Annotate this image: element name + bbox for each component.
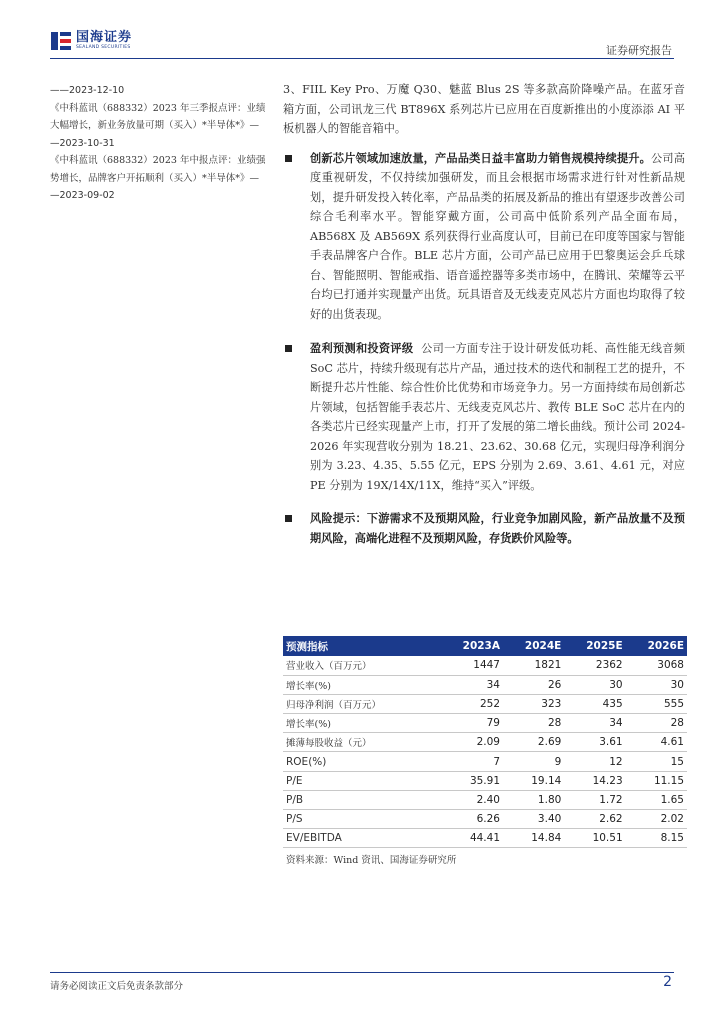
table-cell: 555 (626, 694, 687, 713)
row-label: 增长率(%) (283, 675, 440, 694)
related-report-line: 势增长，品牌客户开拓顺利（买入）*半导体*》— (50, 172, 260, 184)
bullet-innovation (283, 149, 685, 325)
table-cell: 79 (440, 714, 503, 733)
table-cell: 14.23 (564, 771, 625, 790)
table-cell: 1447 (440, 656, 503, 675)
row-label: 归母净利润（百万元） (283, 694, 440, 713)
table-cell: 14.84 (503, 829, 564, 848)
related-reports (50, 82, 272, 205)
intro-paragraph: 3、FIIL Key Pro、万魔 Q30、魅蓝 Blus 2S 等多款高阶降噪产品。在蓝牙音箱方面，公司讯龙三代 BT896X 系列芯片已应用在百度新推出的小度添添 AI 平板机器人的智能音箱中。 (283, 83, 685, 135)
bullet-square-icon (285, 515, 292, 522)
row-label: 摊薄每股收益（元） (283, 733, 440, 752)
row-label: 营业收入（百万元） (283, 656, 440, 675)
table-header-row (283, 636, 687, 656)
forecast-heading: 盈利预测和投资评级 (310, 341, 414, 355)
logo-name-en: SEALAND SECURITIES (76, 45, 131, 50)
forecast-text: 公司一方面专注于设计研发低功耗、高性能无线音频 SoC 芯片，持续升级现有芯片产品，通过技术的迭代和制程工艺的提升，不断提升芯片性能、综合性价比优势和市场竞争力。另一方面持续布局创新芯片领域，包括智能手表芯片、无线麦克风芯片、教传 BLE SoC 芯片在内的各类芯片已经实现量产上市，打开了发展的第二增长曲线。预计公司 2024-2026 年实现营收分别为 18.21、23.62、30.68 亿元，实现归母净利润分别为 3.23、4.35、5.55 亿元，EPS 分别为 2.69、3.61、4.61 元，对应 PE 分别为 19X/14X/11X，维持“买入”评级。 (310, 342, 685, 492)
table-cell: 1.72 (564, 790, 625, 809)
table-row (283, 675, 687, 694)
related-report-line: 《中科蓝讯（688332）2023 年三季报点评：业绩 (50, 102, 266, 114)
table-header-cell: 2025E (564, 636, 625, 656)
page-number: 2 (663, 974, 672, 990)
table-row (283, 810, 687, 829)
table-cell: 44.41 (440, 829, 503, 848)
table-cell: 34 (440, 675, 503, 694)
table-cell: 15 (626, 752, 687, 771)
sealand-logo-icon (50, 30, 72, 52)
table-cell: 323 (503, 694, 564, 713)
table-cell: 19.14 (503, 771, 564, 790)
table-cell: 1.80 (503, 790, 564, 809)
table-row (283, 694, 687, 713)
table-cell: 3.61 (564, 733, 625, 752)
forecast-table-section (283, 636, 687, 866)
table-cell: 28 (626, 714, 687, 733)
innovation-heading: 创新芯片领域加速放量，产品品类日益丰富助力销售规模持续提升。 (310, 150, 652, 165)
row-label: P/B (283, 790, 440, 809)
bullet-forecast (283, 339, 685, 495)
table-cell: 1.65 (626, 790, 687, 809)
table-cell: 2.02 (626, 810, 687, 829)
related-report-line: —2023-10-31 (50, 137, 115, 149)
table-cell: 3.40 (503, 810, 564, 829)
table-header-cell: 2026E (626, 636, 687, 656)
table-cell: 34 (564, 714, 625, 733)
table-cell: 1821 (503, 656, 564, 675)
table-cell: 2.40 (440, 790, 503, 809)
innovation-text: 公司高度重视研发，不仅持续加强研发，而且会根据市场需求进行针对性新品规划，提升研发投入转化率，产品品类的拓展及新品的推出有望逐步改善公司综合毛利率水平。智能穿戴方面，公司高中低阶系列产品全面布局，AB568X 及 AB569X 系列获得行业高度认可，目前已在印度等国家与智能手表品牌客户合作。BLE 芯片方面，公司产品已应用于巴黎奥运会乒乓球台、智能照明、智能戒指、语音遥控器等多类市场中，在腾讯、荣耀等云平台均已打通并实现量产出货。玩具语音及无线麦克风芯片方面也均取得了较好的出货表现。 (310, 151, 685, 321)
header-divider (50, 58, 674, 59)
table-row (283, 656, 687, 675)
table-cell: 2.62 (564, 810, 625, 829)
table-cell: 2362 (564, 656, 625, 675)
main-content (283, 80, 685, 548)
table-header-cell: 2023A (440, 636, 503, 656)
row-label: P/E (283, 771, 440, 790)
table-cell: 3068 (626, 656, 687, 675)
company-logo (50, 30, 132, 52)
footer-divider (50, 972, 674, 973)
table-cell: 30 (564, 675, 625, 694)
table-cell: 8.15 (626, 829, 687, 848)
footer-disclaimer: 请务必阅读正文后免责条款部分 (50, 981, 184, 992)
bullet-risk (283, 509, 685, 548)
related-report-line: 大幅增长，新业务放量可期（买入）*半导体*》— (50, 120, 260, 131)
row-label: ROE(%) (283, 752, 440, 771)
table-row (283, 752, 687, 771)
table-cell: 435 (564, 694, 625, 713)
row-label: P/S (283, 810, 440, 829)
table-row (283, 790, 687, 809)
related-report-line: 《中科蓝讯（688332）2023 年中报点评：业绩强 (50, 155, 266, 166)
table-cell: 4.61 (626, 733, 687, 752)
related-report-line: ——2023-12-10 (50, 85, 125, 96)
table-cell: 10.51 (564, 829, 625, 848)
table-cell: 30 (626, 675, 687, 694)
table-cell: 26 (503, 675, 564, 694)
table-row (283, 714, 687, 733)
logo-name-cn: 国海证券 (76, 30, 133, 45)
table-cell: 9 (503, 752, 564, 771)
row-label: EV/EBITDA (283, 829, 440, 848)
table-cell: 2.69 (503, 733, 564, 752)
table-cell: 7 (440, 752, 503, 771)
table-cell: 6.26 (440, 810, 503, 829)
table-cell: 11.15 (626, 771, 687, 790)
table-cell: 252 (440, 694, 503, 713)
forecast-table (283, 636, 687, 848)
table-cell: 28 (503, 714, 564, 733)
table-cell: 2.09 (440, 733, 503, 752)
table-header-cell: 预测指标 (283, 636, 440, 656)
table-row (283, 733, 687, 752)
bullet-square-icon (285, 345, 292, 352)
bullet-square-icon (285, 155, 292, 162)
risk-text: 风险提示：下游需求不及预期风险，行业竞争加剧风险，新产品放量不及预期风险，高端化进程不及预期风险，存货跌价风险等。 (310, 511, 685, 545)
table-cell: 12 (564, 752, 625, 771)
table-row (283, 829, 687, 848)
table-header-cell: 2024E (503, 636, 564, 656)
table-row (283, 771, 687, 790)
row-label: 增长率(%) (283, 714, 440, 733)
table-cell: 35.91 (440, 771, 503, 790)
table-source-note: 资料来源：Wind 资讯、国海证券研究所 (286, 855, 457, 867)
related-report-line: —2023-09-02 (50, 190, 115, 201)
report-type-label: 证券研究报告 (606, 44, 672, 57)
